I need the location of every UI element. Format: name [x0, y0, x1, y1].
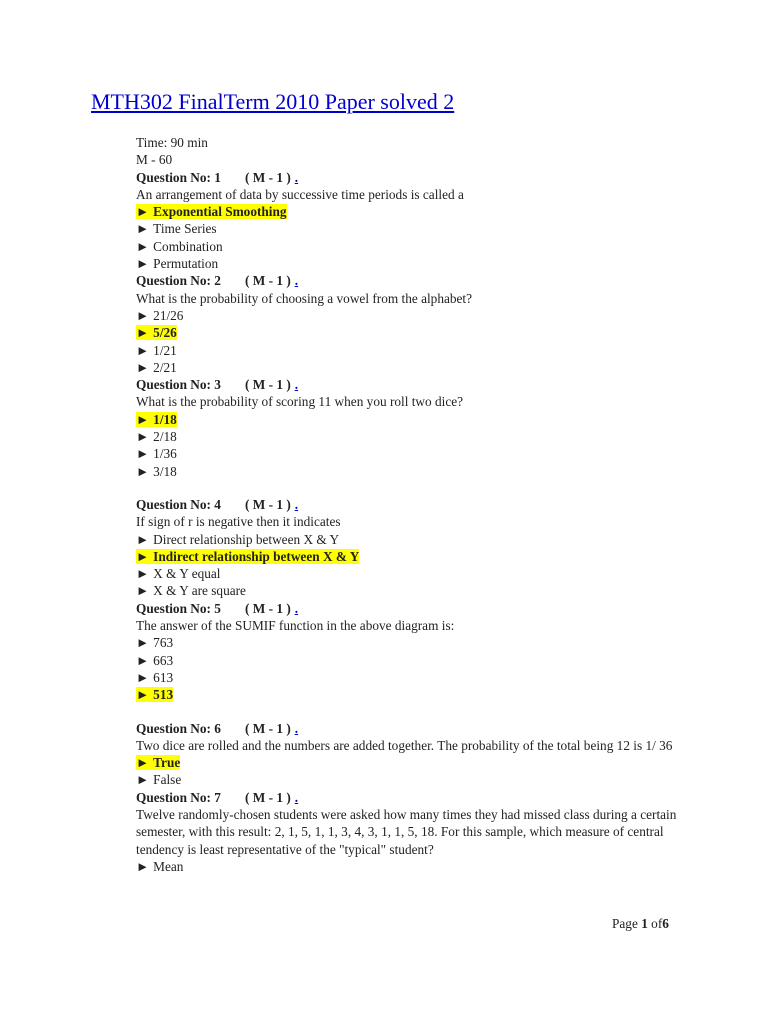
- answer-option: [136, 428, 696, 445]
- question-header: [136, 789, 696, 806]
- option-content: [136, 566, 221, 581]
- question-link[interactable]: .: [294, 273, 299, 289]
- question-list: [136, 169, 696, 876]
- correct-answer-option: [136, 203, 696, 220]
- option-text: Exponential Smoothing: [153, 204, 287, 220]
- option-content: [136, 859, 183, 874]
- option-content: [136, 755, 180, 770]
- question-link[interactable]: .: [294, 789, 299, 805]
- correct-answer-option: [136, 324, 696, 341]
- question-text: The answer of the SUMIF function in the above diagram is:: [136, 618, 455, 634]
- question-link[interactable]: .: [294, 600, 299, 616]
- option-text: Mean: [153, 858, 184, 874]
- correct-answer-option: [136, 754, 696, 771]
- arrow-bullet-icon: ►: [136, 256, 150, 272]
- question-block: [136, 376, 696, 496]
- option-text: 3/18: [153, 463, 177, 479]
- correct-answer-option: [136, 411, 696, 428]
- option-text: Direct relationship between X & Y: [153, 531, 340, 547]
- arrow-bullet-icon: ►: [136, 531, 150, 547]
- answer-option: [136, 582, 696, 599]
- question-number: Question No: 3: [136, 377, 221, 393]
- arrow-bullet-icon: ►: [136, 755, 150, 771]
- option-content: [136, 221, 217, 236]
- answer-option: [136, 255, 696, 272]
- arrow-bullet-icon: ►: [136, 429, 150, 445]
- question-number: Question No: 2: [136, 273, 221, 289]
- option-text: Indirect relationship between X & Y: [153, 548, 360, 564]
- answer-option: [136, 652, 696, 669]
- option-content: [136, 687, 173, 702]
- answer-option: [136, 771, 696, 788]
- answer-option: [136, 445, 696, 462]
- page-footer: [612, 916, 669, 932]
- option-content: [136, 325, 177, 340]
- answer-option: [136, 634, 696, 651]
- answer-option: [136, 359, 696, 376]
- question-header: [136, 169, 696, 186]
- marks-info: M - 60: [136, 152, 173, 168]
- page-title[interactable]: MTH302 FinalTerm 2010 Paper solved 2: [91, 89, 455, 114]
- option-content: [136, 360, 177, 375]
- arrow-bullet-icon: ►: [136, 583, 150, 599]
- arrow-bullet-icon: ►: [136, 463, 150, 479]
- question-marks: ( M - 1 ): [244, 720, 291, 736]
- answer-option: [136, 531, 696, 548]
- option-content: [136, 308, 183, 323]
- option-content: [136, 204, 287, 219]
- answer-option: [136, 220, 696, 237]
- answer-option: [136, 307, 696, 324]
- option-text: 763: [153, 635, 174, 651]
- current-page-number: 1: [641, 916, 648, 931]
- option-text: 1/21: [153, 342, 177, 358]
- question-text: An arrangement of data by successive time periods is called a: [136, 186, 464, 202]
- arrow-bullet-icon: ►: [136, 566, 150, 582]
- question-header: [136, 272, 696, 289]
- option-text: 513: [153, 687, 174, 703]
- page-label: Page: [612, 916, 638, 931]
- option-content: [136, 343, 177, 358]
- question-text: What is the probability of scoring 11 when you roll two dice?: [136, 394, 464, 410]
- question-header: [136, 720, 696, 737]
- answer-option: [136, 342, 696, 359]
- question-link[interactable]: .: [294, 169, 299, 185]
- option-text: Combination: [153, 238, 223, 254]
- answer-option: [136, 565, 696, 582]
- question-number: Question No: 7: [136, 789, 221, 805]
- correct-answer-option: [136, 548, 696, 565]
- correct-answer-option: [136, 686, 696, 703]
- option-content: [136, 239, 223, 254]
- question-link[interactable]: .: [294, 377, 299, 393]
- question-header: [136, 376, 696, 393]
- arrow-bullet-icon: ►: [136, 359, 150, 375]
- arrow-bullet-icon: ►: [136, 204, 150, 220]
- option-text: Time Series: [153, 221, 217, 237]
- question-marks: ( M - 1 ): [244, 273, 291, 289]
- time-info: Time: 90 min: [136, 135, 208, 150]
- option-text: 21/26: [153, 307, 184, 323]
- question-link[interactable]: .: [294, 720, 299, 736]
- option-text: 5/26: [153, 325, 177, 341]
- option-content: [136, 464, 177, 479]
- answer-option: [136, 463, 696, 480]
- option-content: [136, 429, 177, 444]
- arrow-bullet-icon: ►: [136, 635, 150, 651]
- question-header: [136, 600, 696, 617]
- option-content: [136, 532, 339, 547]
- arrow-bullet-icon: ►: [136, 221, 150, 237]
- option-content: [136, 412, 177, 427]
- answer-option: [136, 238, 696, 255]
- arrow-bullet-icon: ►: [136, 238, 150, 254]
- arrow-bullet-icon: ►: [136, 687, 150, 703]
- arrow-bullet-icon: ►: [136, 411, 150, 427]
- arrow-bullet-icon: ►: [136, 446, 150, 462]
- answer-option: [136, 858, 696, 875]
- option-text: 1/36: [153, 446, 177, 462]
- option-text: X & Y are square: [153, 583, 246, 599]
- question-link[interactable]: .: [294, 496, 299, 512]
- question-text: Twelve randomly-chosen students were asked how many times they had missed class during a certain semester, with this result: 2, 1, 5, 1, 1, 3, 4, 3, 1, 1, 5, 18. For this sample, which measure of central tendency is least representative of the "typical" student?: [136, 806, 677, 857]
- question-marks: ( M - 1 ): [244, 377, 291, 393]
- question-number: Question No: 4: [136, 496, 221, 512]
- arrow-bullet-icon: ►: [136, 307, 150, 323]
- question-block: [136, 789, 696, 875]
- arrow-bullet-icon: ►: [136, 652, 150, 668]
- option-content: [136, 653, 173, 668]
- question-block: [136, 720, 696, 789]
- question-marks: ( M - 1 ): [244, 169, 291, 185]
- option-content: [136, 549, 359, 564]
- question-marks: ( M - 1 ): [244, 789, 291, 805]
- arrow-bullet-icon: ►: [136, 342, 150, 358]
- spacer: [136, 704, 696, 720]
- option-content: [136, 256, 218, 271]
- question-text: What is the probability of choosing a vowel from the alphabet?: [136, 290, 473, 306]
- arrow-bullet-icon: ►: [136, 772, 150, 788]
- option-text: Permutation: [153, 256, 219, 272]
- question-number: Question No: 6: [136, 720, 221, 736]
- question-block: [136, 169, 696, 273]
- option-content: [136, 583, 246, 598]
- spacer: [136, 480, 696, 496]
- option-content: [136, 446, 177, 461]
- option-text: True: [153, 755, 181, 771]
- page-of-label: of: [651, 916, 663, 931]
- question-block: [136, 600, 696, 720]
- arrow-bullet-icon: ►: [136, 548, 150, 564]
- option-content: [136, 772, 181, 787]
- question-number: Question No: 5: [136, 600, 221, 616]
- option-text: 2/21: [153, 359, 177, 375]
- total-pages-number: 6: [662, 916, 669, 931]
- question-marks: ( M - 1 ): [244, 600, 291, 616]
- paper-content: [136, 134, 696, 875]
- option-text: 613: [153, 669, 174, 685]
- arrow-bullet-icon: ►: [136, 325, 150, 341]
- question-text: Two dice are rolled and the numbers are added together. The probability of the total being 12 is 1/ 36: [136, 737, 673, 753]
- question-text: If sign of r is negative then it indicates: [136, 514, 341, 530]
- question-number: Question No: 1: [136, 169, 221, 185]
- arrow-bullet-icon: ►: [136, 669, 150, 685]
- option-text: X & Y equal: [153, 566, 221, 582]
- question-marks: ( M - 1 ): [244, 496, 291, 512]
- option-text: 663: [153, 652, 174, 668]
- question-block: [136, 272, 696, 376]
- arrow-bullet-icon: ►: [136, 858, 150, 874]
- question-block: [136, 496, 696, 600]
- answer-option: [136, 669, 696, 686]
- option-text: 2/18: [153, 429, 177, 445]
- option-text: 1/18: [153, 411, 177, 427]
- option-content: [136, 635, 173, 650]
- question-header: [136, 496, 696, 513]
- option-text: False: [153, 772, 182, 788]
- option-content: [136, 670, 173, 685]
